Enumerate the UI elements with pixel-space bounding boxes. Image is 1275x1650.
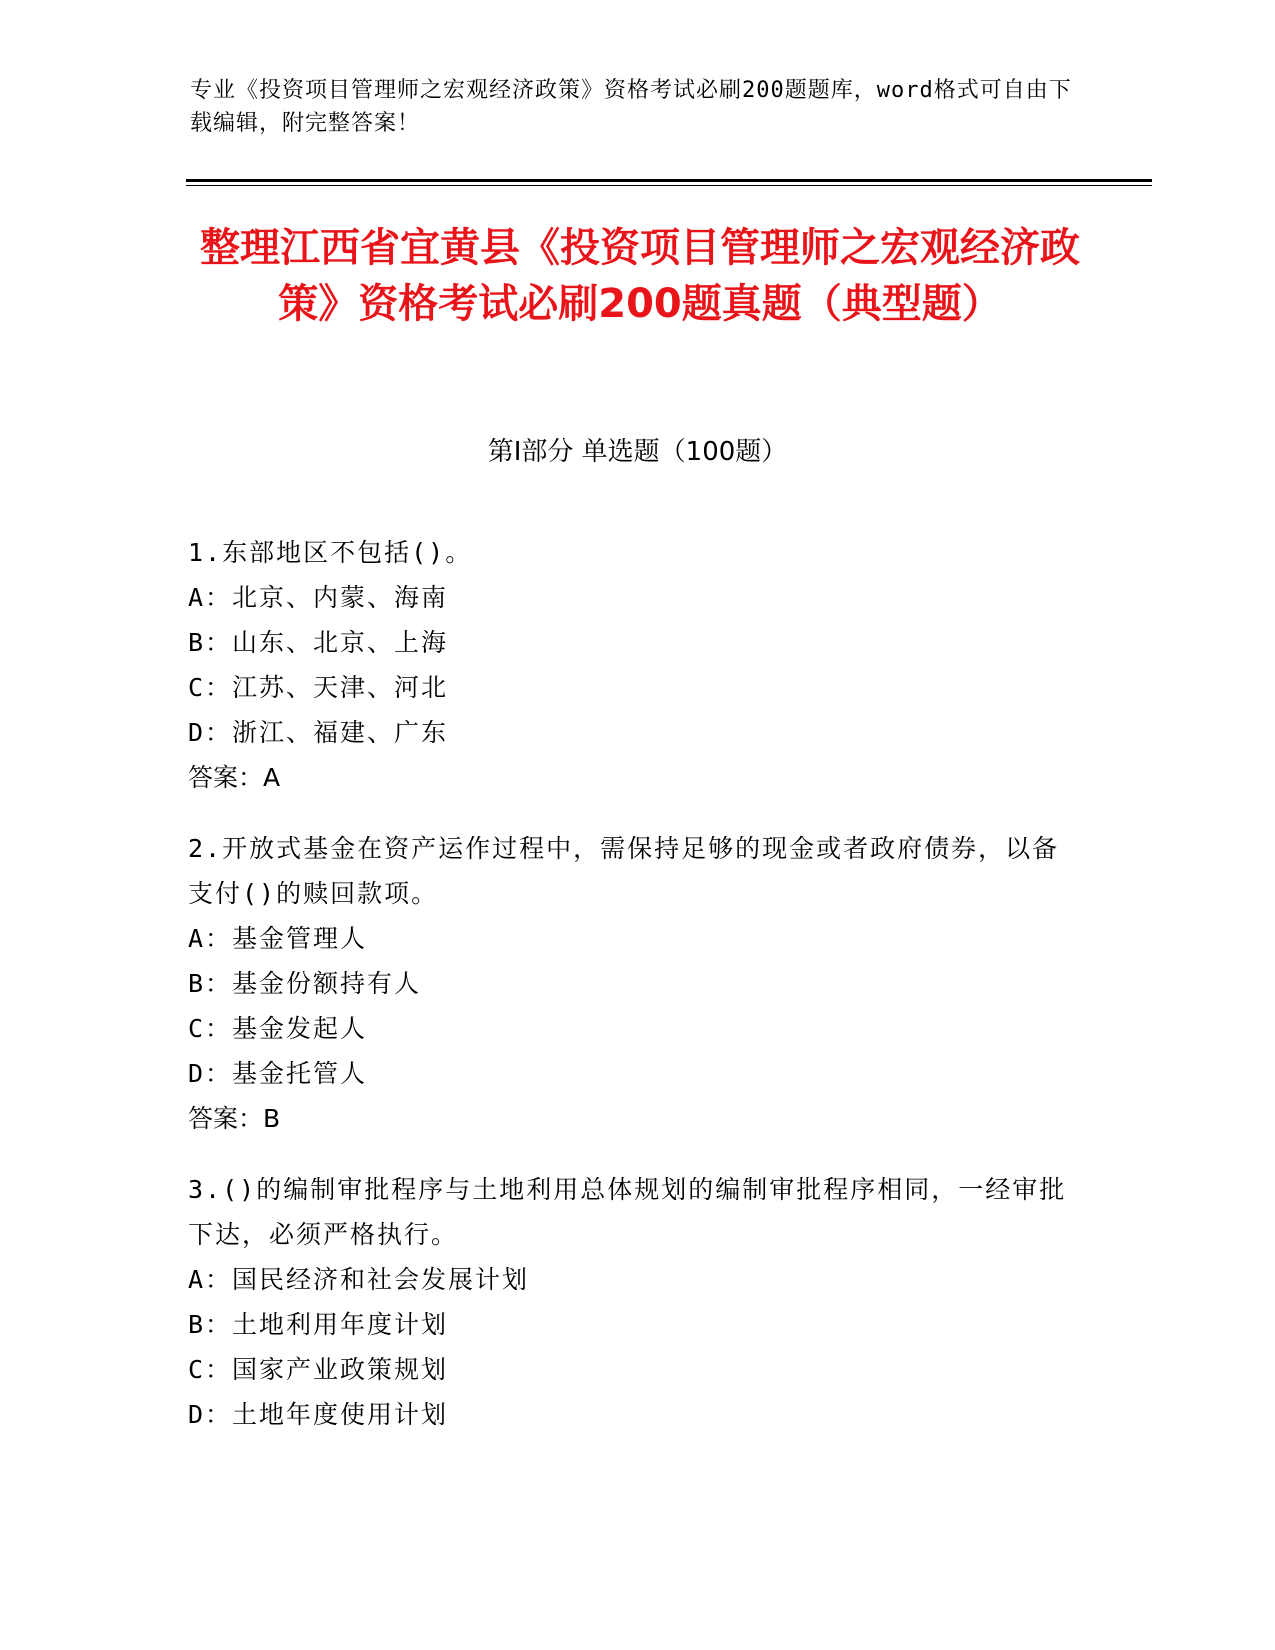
question-2 bbox=[188, 826, 1068, 1141]
option-b: B：土地利用年度计划 bbox=[188, 1310, 449, 1339]
header-divider-thick bbox=[186, 179, 1152, 182]
option-d: D：浙江、福建、广东 bbox=[188, 718, 449, 747]
question-list bbox=[188, 530, 1068, 1463]
answer: 答案：B bbox=[188, 1104, 281, 1133]
option-c: C：国家产业政策规划 bbox=[188, 1355, 449, 1384]
section-title: 第I部分 单选题（100题） bbox=[487, 437, 788, 467]
header-divider-thin bbox=[186, 185, 1152, 186]
question-3 bbox=[188, 1167, 1068, 1437]
question-stem: 3.()的编制审批程序与土地利用总体规划的编制审批程序相同，一经审批下达，必须严格执行。 bbox=[188, 1175, 1067, 1249]
question-stem: 2.开放式基金在资产运作过程中，需保持足够的现金或者政府债券，以备支付()的赎回款项。 bbox=[188, 834, 1060, 908]
option-a: A：北京、内蒙、海南 bbox=[188, 583, 449, 612]
document-title: 整理江西省宜黄县《投资项目管理师之宏观经济政策》资格考试必刷200题真题（典型题） bbox=[200, 225, 1080, 327]
header-note: 专业《投资项目管理师之宏观经济政策》资格考试必刷200题题库，word格式可自由下载编辑，附完整答案！ bbox=[190, 78, 1072, 136]
option-c: C：江苏、天津、河北 bbox=[188, 673, 449, 702]
option-b: B：山东、北京、上海 bbox=[188, 628, 449, 657]
option-a: A：基金管理人 bbox=[188, 924, 368, 953]
option-c: C：基金发起人 bbox=[188, 1014, 368, 1043]
option-d: D：土地年度使用计划 bbox=[188, 1400, 449, 1429]
option-b: B：基金份额持有人 bbox=[188, 969, 422, 998]
answer: 答案：A bbox=[188, 763, 281, 792]
question-stem: 1.东部地区不包括()。 bbox=[188, 538, 473, 567]
option-d: D：基金托管人 bbox=[188, 1059, 368, 1088]
option-a: A：国民经济和社会发展计划 bbox=[188, 1265, 530, 1294]
question-1 bbox=[188, 530, 1068, 800]
